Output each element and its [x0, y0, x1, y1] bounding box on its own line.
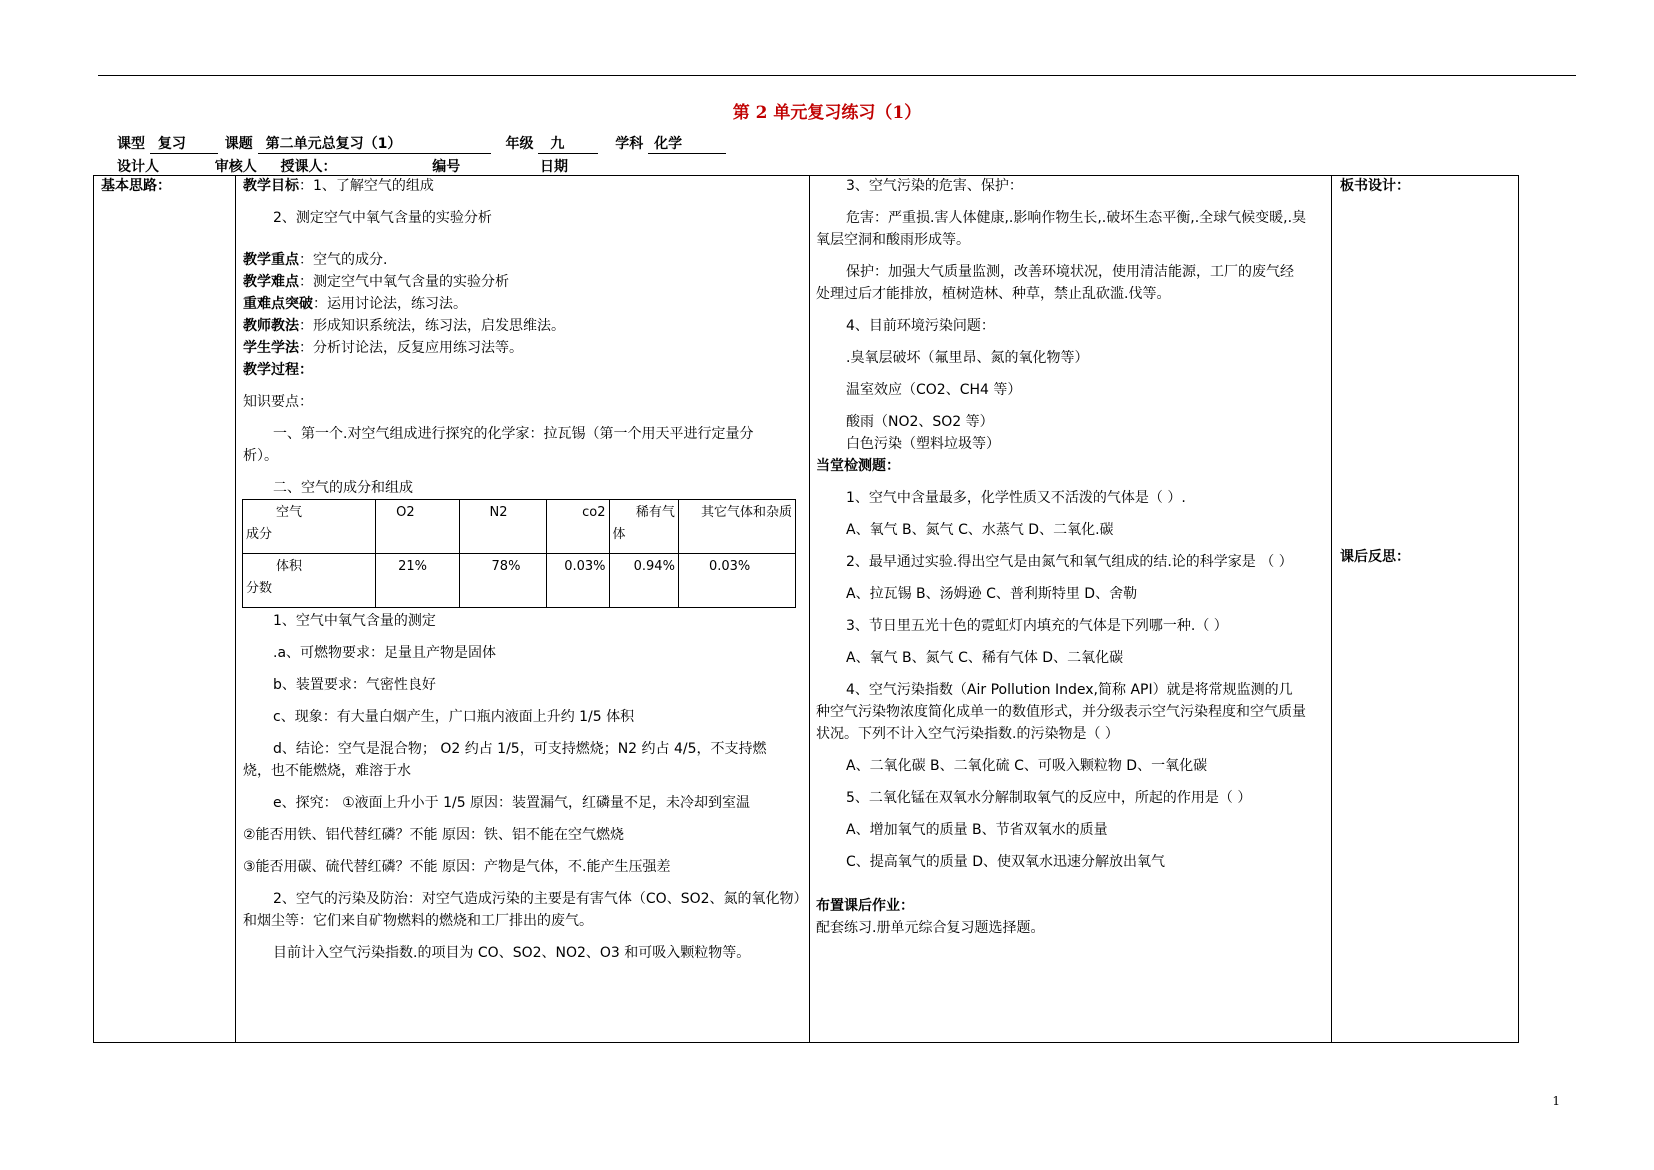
table-row	[243, 500, 796, 554]
item-g: ③能否用碳、硫代替红磷？不能 原因：产物是气体，不.能产生压强差	[243, 859, 671, 875]
question-5: 5、二氧化锰在双氧水分解制取氧气的反应中，所起的作用是（ ）	[846, 790, 1252, 806]
question-2-options: A、拉瓦锡 B、汤姆逊 C、普利斯特里 D、舍勒	[846, 586, 1138, 602]
item-f: ②能否用铁、铝代替红磷？不能 原因：铁、铝不能在空气燃烧	[243, 827, 624, 843]
goal-label: 教学目标	[243, 178, 299, 194]
number-label: 编号	[432, 159, 461, 175]
topic-label: 课题	[224, 136, 253, 152]
question-4-cont-1: 种空气污染物浓度简化成单一的数值形式，并分级表示空气污染程度和空气质量	[816, 704, 1306, 720]
teacher-blank	[341, 159, 427, 176]
teacher-label: 授课人：	[280, 159, 337, 175]
issues-heading: 4、目前环境污染问题：	[846, 318, 995, 334]
item-d-cont: 烧，也不能燃烧，难溶于水	[243, 763, 411, 779]
question-5-options-ab: A、增加氧气的质量 B、节省双氧水的质量	[846, 822, 1108, 838]
difficulty-label: 教学难点	[243, 274, 299, 290]
air-composition-heading: 二、空气的成分和组成	[273, 480, 413, 496]
process-colon: ：	[299, 362, 313, 378]
column-divider-1	[235, 175, 236, 1043]
designer-label: 设计人	[117, 159, 159, 175]
teacher-method: ：形成知识系统法，练习法，启发思维法。	[299, 318, 565, 334]
air-composition-table	[242, 499, 796, 608]
item-c: c、现象：有大量白烟产生，广口瓶内液面上升约 1/5 体积	[273, 709, 635, 725]
teaching-column	[243, 175, 808, 964]
test-heading: 当堂检测题：	[816, 458, 900, 474]
question-1: 1、空气中含量最多，化学性质又不活泼的气体是（ ）.	[846, 490, 1186, 506]
subject-value: 化学	[648, 133, 726, 154]
question-3: 3、节日里五光十色的霓虹灯内填充的气体是下列哪一种.（ ）	[846, 618, 1228, 634]
homework: 配套练习.册单元综合复习题选择题。	[816, 920, 1045, 936]
teacher-method-label: 教师教法	[243, 318, 299, 334]
reviewer-blank	[262, 159, 276, 176]
key-label: 教学重点	[243, 252, 299, 268]
table-cell: 0.94%	[609, 554, 678, 608]
homework-heading: 布置课后作业：	[816, 898, 914, 914]
table-cell: 21%	[376, 554, 459, 608]
question-2: 2、最早通过实验.得出空气是由氮气和氧气组成的结.论的科学家是 （ ）	[846, 554, 1293, 570]
table-row	[243, 554, 796, 608]
process-label: 教学过程	[243, 362, 299, 378]
column-divider-2	[809, 175, 810, 1043]
first-chemist-cont: 析）。	[243, 448, 278, 464]
protect: 保护：加强大气质量监测，改善环境状况，使用清洁能源，工厂的废气经	[846, 264, 1294, 280]
table-cell: 78%	[459, 554, 546, 608]
student-method-label: 学生学法	[243, 340, 299, 356]
table-cell: 空气 成分	[243, 500, 376, 554]
reviewer-label: 审核人	[214, 159, 257, 175]
harm-cont: 氧层空洞和酸雨形成等。	[816, 232, 970, 248]
page-number: 1	[1552, 1094, 1560, 1108]
table-cell: 0.03%	[546, 554, 609, 608]
goal-1: ：1、了解空气的组成	[299, 178, 434, 194]
type-value: 复习	[150, 133, 218, 154]
issue-greenhouse: 温室效应（CO2、CH4 等）	[846, 382, 1022, 398]
harm: 危害：严重损.害人体健康,.影响作物生长,.破坏生态平衡,.全球气候变暖,.臭	[846, 210, 1307, 226]
question-4-cont-2: 状况。下列不计入空气污染指数.的污染物是（ ）	[816, 726, 1119, 742]
date-label: 日期	[540, 159, 568, 175]
pollution-sources: 2、空气的污染及防治：对空气造成污染的主要是有害气体（CO、SO2、氮的氧化物）	[273, 891, 808, 907]
pollution-sources-cont: 和烟尘等：它们来自矿物燃料的燃烧和工厂排出的废气。	[243, 913, 593, 929]
table-cell: 稀有气 体	[609, 500, 678, 554]
question-1-options: A、氧气 B、氮气 C、水蒸气 D、二氧化.碳	[846, 522, 1114, 538]
table-cell: O2	[376, 500, 459, 554]
pollution-index: 目前计入空气污染指数.的项目为 CO、SO2、NO2、O3 和可吸入颗粒物等。	[273, 945, 751, 961]
breakthrough: ：运用讨论法，练习法。	[313, 296, 467, 312]
grade-value: 九	[538, 133, 598, 154]
column-divider-3	[1331, 175, 1332, 1043]
student-method: ：分析讨论法，反复应用练习法等。	[299, 340, 523, 356]
question-5-options-cd: C、提高氧气的质量 D、使双氧水迅速分解放出氧气	[846, 854, 1166, 870]
date-blank	[573, 159, 669, 176]
topic-value: 第二单元总复习（1）	[258, 133, 491, 154]
knowledge-heading: 知识要点：	[243, 394, 313, 410]
table-cell: N2	[459, 500, 546, 554]
table-cell: co2	[546, 500, 609, 554]
number-blank	[465, 159, 535, 176]
first-chemist: 一、第一个.对空气组成进行探究的化学家：拉瓦锡（第一个用天平进行定量分	[273, 426, 754, 442]
meta-row-1	[117, 133, 726, 154]
header-rule	[98, 75, 1576, 76]
issue-white-pollution: 白色污染（塑料垃圾等）	[846, 436, 1000, 452]
reflection-label: 课后反思：	[1340, 549, 1410, 565]
meta-row-2	[117, 156, 669, 176]
type-label: 课型	[117, 136, 145, 152]
protect-cont: 处理过后才能排放，植树造林、种草，禁止乱砍滥.伐等。	[816, 286, 1171, 302]
review-column	[816, 175, 1326, 939]
item-e: e、探究： ①液面上升小于 1/5 原因：装置漏气，红磷量不足，未冷却到室温	[273, 795, 751, 811]
subject-label: 学科	[615, 136, 644, 152]
breakthrough-label: 重难点突破	[243, 296, 313, 312]
board-design-label: 板书设计：	[1340, 178, 1410, 194]
grade-label: 年级	[505, 136, 534, 152]
basic-approach-label: 基本思路：	[101, 178, 171, 194]
table-cell: 0.03%	[678, 554, 795, 608]
item-d: d、结论：空气是混合物； O2 约占 1/5，可支持燃烧；N2 约占 4/5，不支持燃	[273, 741, 767, 757]
goal-2: 2、测定空气中氧气含量的实验分析	[273, 210, 492, 226]
table-cell: 其它气体和杂质	[678, 500, 795, 554]
difficulty: ：测定空气中氧气含量的实验分析	[299, 274, 509, 290]
question-4: 4、空气污染指数（Air Pollution Index,简称 API）就是将常规监测的几	[846, 682, 1293, 698]
question-4-options: A、二氧化碳 B、二氧化硫 C、可吸入颗粒物 D、一氧化碳	[846, 758, 1208, 774]
item-b: b、装置要求：气密性良好	[273, 677, 436, 693]
designer-blank	[164, 159, 204, 176]
harm-heading: 3、空气污染的危害、保护：	[846, 178, 1023, 194]
issue-acid-rain: 酸雨（NO2、SO2 等）	[846, 414, 994, 430]
key-point: ：空气的成分.	[299, 252, 388, 268]
question-3-options: A、氧气 B、氮气 C、稀有气体 D、二氧化碳	[846, 650, 1124, 666]
page-title: 第 2 单元复习练习（1）	[732, 103, 922, 123]
table-cell: 体积 分数	[243, 554, 376, 608]
issue-ozone: .臭氧层破坏（氟里昂、氮的氧化物等）	[846, 350, 1089, 366]
oxygen-measurement: 1、空气中氧气含量的测定	[273, 613, 436, 629]
item-a: .a、可燃物要求：足量且产物是固体	[273, 645, 497, 661]
